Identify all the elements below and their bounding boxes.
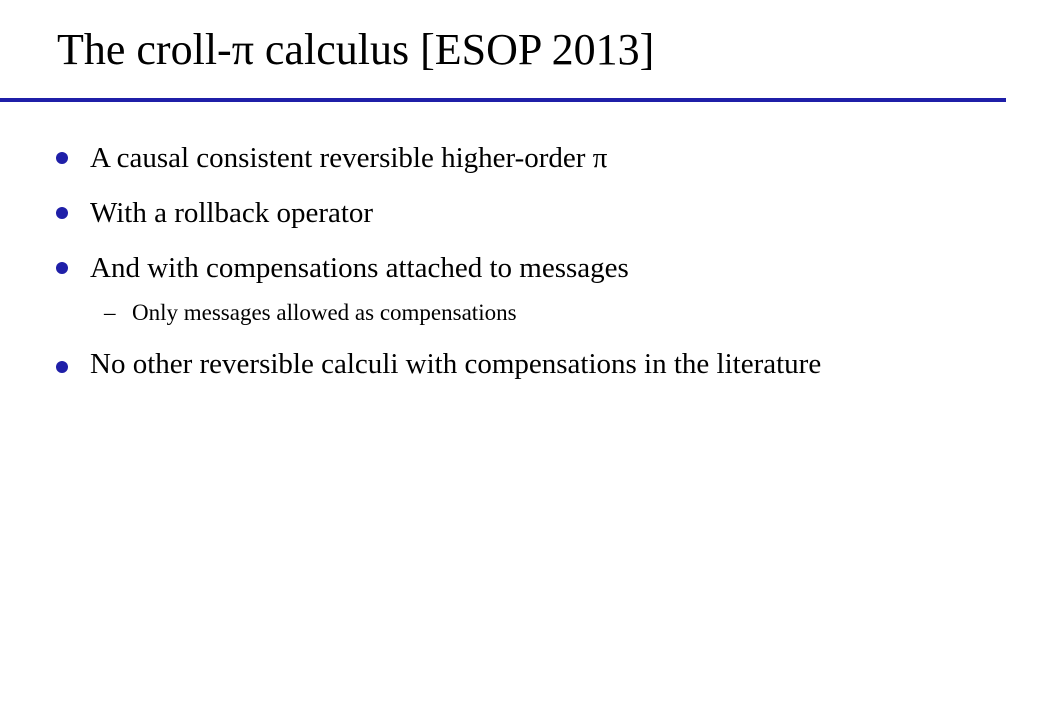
bullet-icon — [56, 152, 68, 164]
bullet-icon — [56, 361, 68, 373]
bullet-item: With a rollback operator — [90, 197, 374, 229]
bullet-icon — [56, 207, 68, 219]
bullet-icon — [56, 262, 68, 274]
sub-bullet-item: Only messages allowed as compensations — [132, 300, 517, 325]
bullet-item: No other reversible calculi with compensations in the literature — [90, 348, 822, 380]
slide-title: The croll-π calculus [ESOP 2013] — [57, 25, 655, 74]
sub-bullet-dash: – — [104, 300, 116, 325]
title-underline — [0, 98, 1006, 102]
bullet-item: A causal consistent reversible higher-order π — [90, 142, 608, 174]
bullet-item: And with compensations attached to messages — [90, 252, 629, 284]
